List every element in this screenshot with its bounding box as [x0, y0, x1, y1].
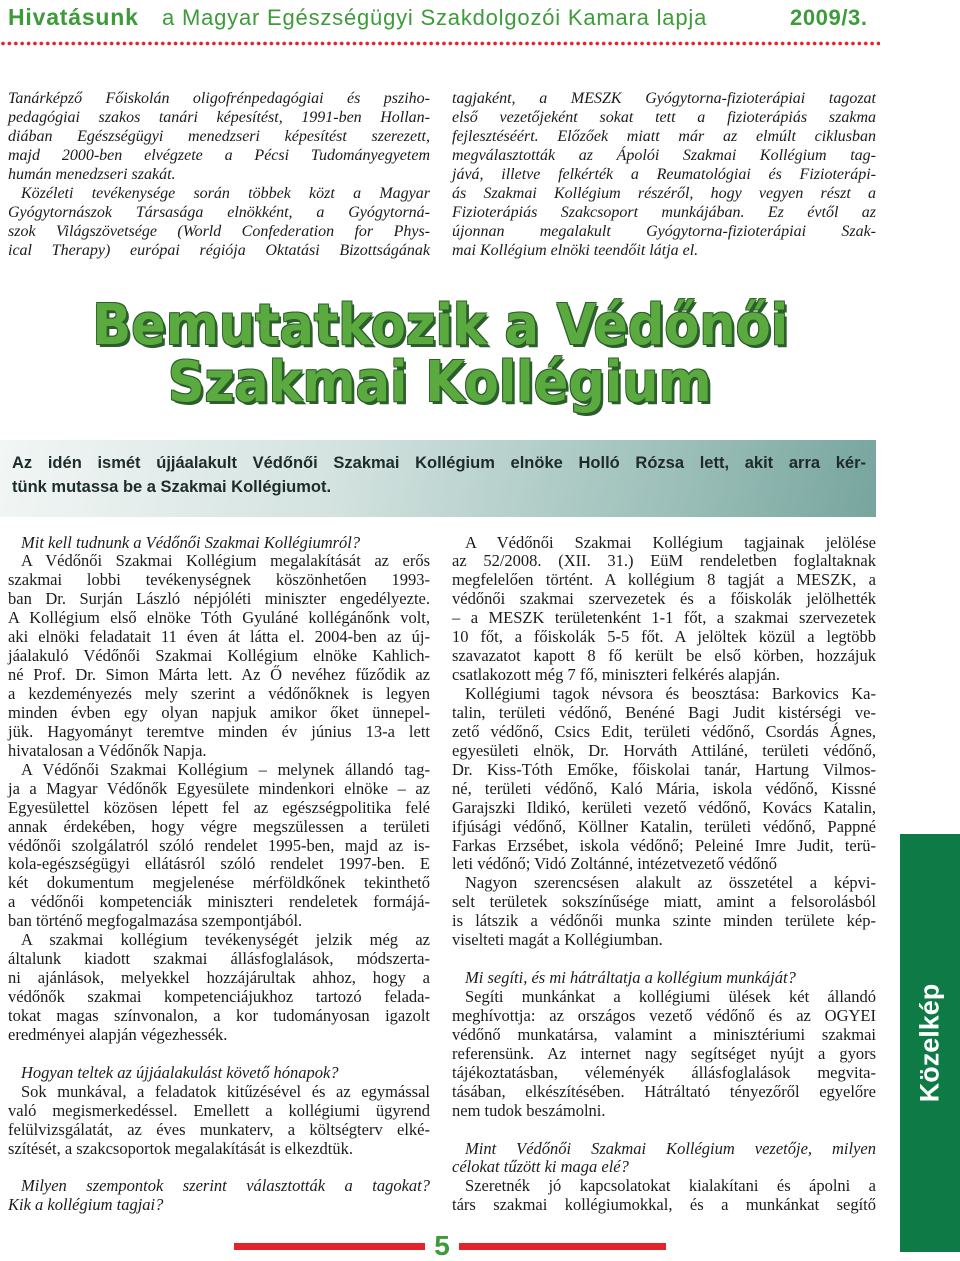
- article-title-line-2: Szakmai Kollégium: [168, 350, 712, 415]
- paragraph: [452, 685, 876, 874]
- paragraph: [8, 184, 430, 260]
- text-line: Szeretnék jó kapcsolatokat kialakítani és ápolni a: [465, 1176, 876, 1196]
- text-line: A szakmai kollégium tevékenységét jelzik még az: [21, 930, 430, 950]
- text-line: fejlesztéséért. Előzőek miatt már az elmúlt ciklusban: [452, 127, 876, 145]
- text-line: felülvizsgálatát, az éves munkaterv, a költségterv elké-: [8, 1119, 430, 1139]
- text-line: Fizioterápiás Szakcsoport munkájában. Ez évtől az: [452, 203, 876, 221]
- text-line: Közéleti tevékenysége során többek közt a Magyar: [21, 184, 430, 202]
- text-line: jáalakuló Védőnői Szakmai Kollégium elnöke Kahlich-: [8, 646, 430, 666]
- text-line: zető védőnő, Csics Edit, területi védőnő, Csordás Ágnes,: [452, 721, 876, 741]
- text-line: Kollégiumi tagok névsora és beosztása: Barkovics Ka-: [465, 684, 876, 703]
- paragraph: [8, 552, 430, 760]
- text-line: Tanárképző Főiskolán oligofrénpedagógiai és psziho-: [8, 89, 430, 107]
- text-line: Milyen szempontok szerint választották a tagokat?: [21, 1176, 430, 1196]
- text-line: megválasztották az Ápolói Szakmai Kollégium tag-: [452, 146, 876, 164]
- text-line: ban történő megfogalmazása szempontjából.: [8, 911, 303, 931]
- text-line: tokat magas színvonalon, a kor tudományosan igazolt: [8, 1005, 430, 1025]
- text-line: Mi segíti, és mi hátráltatja a kollégium munkáját?: [465, 968, 796, 988]
- text-line: kola-egészségügyi ellátásról szóló rendelet 1997-ben. E: [8, 854, 430, 874]
- publication-subtitle: a Magyar Egészségügyi Szakdolgozói Kamara lapja: [162, 5, 708, 30]
- text-line: diában Egészségügyi menedzseri képesítést szerezett,: [8, 127, 430, 145]
- text-line: célokat tűzött ki maga elé?: [452, 1157, 629, 1177]
- text-line: annak érdekében, hogy végre megszülessen a területi: [8, 816, 430, 836]
- interview-question: [8, 1177, 430, 1215]
- text-line: meghívottja: az országos vezető védőnő és az OGYEI: [452, 1005, 876, 1025]
- text-line: A Kollégium első elnöke Tóth Gyuláné kollégánőnk volt,: [8, 608, 430, 628]
- paragraph: [8, 761, 430, 931]
- text-line: Kik a kollégium tagjai?: [8, 1195, 164, 1215]
- text-line: mai Kollégium elnöki teendőit látja el.: [452, 241, 699, 259]
- text-line: ás Szakmai Kollégium részéről, hogy vegyen részt a: [452, 184, 876, 202]
- interview-question: [8, 1064, 430, 1083]
- text-line: A Védőnői Szakmai Kollégium megalakítását az erős: [21, 551, 430, 571]
- footer-bar-right: [459, 1243, 666, 1250]
- lead-line: Az idén ismét újjáalakult Védőnői Szakmai Kollégium elnöke Holló Rózsa lett, akit arra kér-: [12, 454, 866, 472]
- article-column-right: [452, 534, 876, 1216]
- text-line: 10 főt, a főiskolák 5-5 főt. A jelöltek közül a legtöbb: [452, 627, 876, 647]
- text-line: védőnői szolgálatról szóló rendelet 1995-ben, majd az is-: [8, 835, 430, 855]
- text-line: ical Therapy) európai régiója Oktatási Bizottságának: [8, 241, 430, 259]
- text-line: Dr. Kiss-Tóth Emőke, főiskolai tanár, Hartung Vilmos-: [452, 759, 876, 779]
- text-line: selt területek sokszínűsége miatt, amint a felsorolásból: [452, 892, 876, 912]
- text-line: Sok munkával, a feladatok kitűzésével és az egymással: [21, 1081, 430, 1101]
- text-line: védőnő munkatársa, valamint a minisztériumi szakmai: [452, 1024, 876, 1044]
- publication-name: Hivatásunk: [8, 4, 139, 30]
- text-line: – a MESZK területenként 1-1 főt, a szakmai szervezetek: [452, 608, 876, 628]
- lead-line: tünk mutassa be a Szakmai Kollégiumot.: [12, 478, 332, 496]
- text-line: Nagyon szerencsésen alakult az összetétel a képvi-: [465, 873, 876, 893]
- text-line: Gyógytornászok Társasága elnökként, a Gyógytorná-: [8, 203, 430, 221]
- text-line: általunk kiadott szakmai állásfoglalások, módszerta-: [8, 949, 430, 969]
- interview-question: [452, 1140, 876, 1178]
- article-title-line-1: Bemutatkozik a Védőnői: [92, 293, 788, 358]
- text-line: Mit kell tudnunk a Védőnői Szakmai Kollégiumról?: [21, 532, 361, 552]
- text-line: Segíti munkánkat a kollégiumi ülések két állandó: [465, 987, 876, 1006]
- text-line: Mint Védőnői Szakmai Kollégium vezetője, milyen: [465, 1138, 876, 1158]
- text-line: csatlakozott még 7 fő, miniszteri felkérés alapján.: [452, 665, 781, 685]
- article-lead: [12, 451, 866, 499]
- text-line: a kezdeményezés mely szerint a védőnőknek is legyen: [8, 684, 430, 703]
- paragraph: [8, 931, 430, 1045]
- article-column-left: [8, 534, 430, 1216]
- article-title-row-2: [0, 350, 880, 415]
- intro-column-right: [452, 89, 876, 260]
- paragraph: [452, 534, 876, 686]
- text-line: humán menedzseri szakát.: [8, 165, 176, 183]
- intro-column-left: [8, 89, 430, 260]
- paragraph: [452, 89, 876, 260]
- article-title: [0, 293, 880, 415]
- text-line: védőnői szakmai szervezetek és a főiskolák jelölhették: [452, 589, 876, 609]
- paragraph: [452, 1177, 876, 1215]
- text-line: szítését, a szakcsoportok megalakítását is elkezdtük.: [8, 1138, 354, 1158]
- text-line: nem tudok beszámolni.: [452, 1100, 606, 1120]
- text-line: ifjúsági védőnő, Köllner Katalin, területi védőnő, Pappné: [452, 816, 876, 836]
- text-line: talin, területi védőnő, Benéné Bagi Judit kistérségi ve-: [452, 702, 876, 722]
- page-number: 5: [434, 1230, 450, 1261]
- text-line: megfelelően történt. A kollégium 8 tagját a MESZK, a: [452, 570, 876, 590]
- text-line: egyesületi elnök, Dr. Horváth Attiláné, területi védőnő,: [452, 740, 876, 760]
- text-line: újonnan megalakult Gyógytorna-fizioterápiai Szak-: [452, 222, 876, 240]
- footer-bar-left: [234, 1243, 425, 1250]
- text-line: tájékoztatásban, véleményék állásfoglalások megvita-: [452, 1062, 876, 1082]
- text-line: is látszik a védőnői munka szinte minden területe kép-: [452, 911, 876, 931]
- text-line: való megismerkedéssel. Emellett a kollégiumi ügyrend: [8, 1100, 430, 1120]
- text-line: né, területi védőnő, Kaló Mária, iskola védőnő, Kissné: [452, 778, 876, 798]
- text-line: referensünk. Az internet nagy segítséget nyújt a gyors: [452, 1043, 876, 1063]
- text-line: ja a Magyar Védőnők Egyesülete mindenkori elnöke – az: [8, 778, 430, 798]
- text-line: aki elnöki feladatait 11 éven át látta el. 2004-ben az új-: [8, 627, 430, 647]
- text-line: né Prof. Dr. Simon Márta lett. Az Ő nevéhez fűződik az: [8, 665, 430, 685]
- article-title-row-1: [0, 293, 880, 358]
- paragraph: [8, 1083, 430, 1159]
- text-line: ni ajánlások, melyekkel hozzájárultak ahhoz, hogy a: [8, 968, 430, 988]
- paragraph: [452, 874, 876, 950]
- text-line: majd 2000-ben elvégzete a Pécsi Tudományegyetem: [8, 146, 430, 164]
- text-line: szavazatot kapott 8 fő került be első körben, hozzájuk: [452, 646, 876, 666]
- text-line: szakmai lobbi tevékenységnek köszönhetően 1993-: [8, 570, 430, 590]
- text-line: Farkas Erzsébet, iskola védőnő; Peleiné Imre Judit, terü-: [452, 835, 876, 855]
- interview-question: [452, 969, 876, 988]
- text-line: A Védőnői Szakmai Kollégium tagjainak jelölése: [465, 532, 876, 552]
- text-line: a védőnői kompetenciák miniszteri rendeletek formájá-: [8, 892, 430, 912]
- article-lead-box: [0, 440, 876, 517]
- text-line: Egyesülettel közösen lépett fel az egészségpolitika felé: [8, 797, 430, 817]
- section-tab-label: Közelkép: [914, 983, 945, 1103]
- text-line: A Védőnői Szakmai Kollégium – melynek állandó tag-: [21, 759, 430, 779]
- text-line: társ szakmai kollégiumokkal, és a munkánkat segítő: [452, 1195, 876, 1215]
- text-line: tagjaként, a MESZK Gyógytorna-fizioterápiai tagozat: [452, 89, 876, 107]
- text-line: minden évben egy olyan napjuk amikor őket ünnepel-: [8, 702, 430, 722]
- text-line: eredményei alapján végezhessék.: [8, 1024, 228, 1044]
- paragraph: [8, 89, 430, 184]
- text-line: az 52/2008. (XII. 31.) EüM rendeletben foglaltaknak: [452, 551, 876, 571]
- text-line: leti védőnő; Vidó Zoltánné, intézetvezető védőnő: [452, 854, 777, 874]
- text-line: pedagógiai szakos tanári képesítést, 1991-ben Hollan-: [8, 108, 430, 126]
- text-line: tásában, elkészítésében. Hátráltató tényezőről egyelőre: [452, 1081, 876, 1101]
- text-line: ban Dr. Surján László népjóléti miniszter engedélyezte.: [8, 589, 430, 609]
- text-line: viselteti magát a Kollégiumban.: [452, 930, 663, 950]
- section-tab: [900, 834, 960, 1252]
- text-line: Hogyan teltek az újjáalakulást követő hónapok?: [21, 1062, 339, 1082]
- issue-number: 2009/3.: [790, 5, 868, 30]
- text-line: védőnők szakmai kompetenciájukhoz tartozó felada-: [8, 987, 430, 1006]
- paragraph: [452, 988, 876, 1121]
- header-dotted-rule: [0, 41, 880, 46]
- interview-question: [8, 534, 430, 553]
- text-line: két dokumentum megjelenése mérföldkőnek tekinthető: [8, 873, 430, 893]
- text-line: szok Világszövetsége (World Confederation for Phys-: [8, 222, 430, 240]
- text-line: első vezetőjeként sokat tett a fizioterápiás szakma: [452, 108, 876, 126]
- text-line: jává, illetve felkérték a Reumatológiai és Fizioterápi-: [452, 165, 876, 183]
- text-line: Garajszki Ildikó, kerületi vezető védőnő, Kovács Katalin,: [452, 797, 876, 817]
- text-line: hivatalosan a Védőnők Napja.: [8, 740, 207, 760]
- text-line: jük. Hagyományt teremtve minden év június 13-a lett: [8, 721, 430, 741]
